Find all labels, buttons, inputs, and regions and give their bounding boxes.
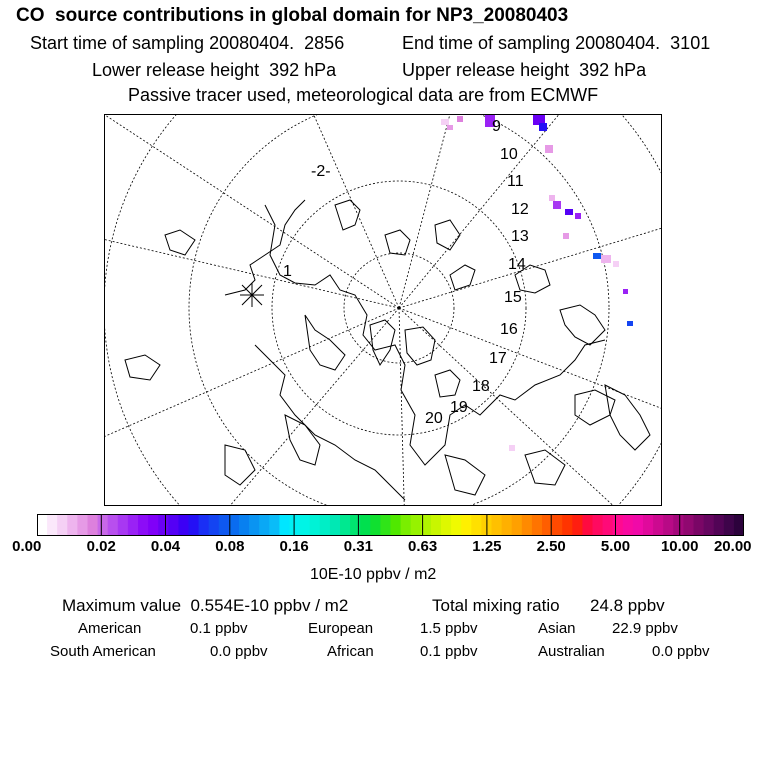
colorbar-tick-label: 0.16	[279, 538, 309, 555]
colorbar-cell	[582, 514, 593, 536]
trajectory-label: 20	[425, 410, 443, 427]
colorbar-cell	[189, 514, 200, 536]
colorbar-tick-label: 0.31	[343, 538, 373, 555]
colorbar-tick-label: 0.04	[150, 538, 181, 555]
african-label: African	[327, 643, 374, 660]
colorbar-cell	[734, 514, 744, 536]
colorbar-cell	[229, 514, 240, 536]
colorbar-tick-label: 0.00	[12, 538, 42, 555]
asian-label: Asian	[538, 620, 576, 637]
concentration-patches	[441, 115, 633, 451]
trajectory-label: 17	[489, 350, 507, 367]
colorbar-cell	[451, 514, 462, 536]
colorbar-tick-label: 20.00	[713, 538, 752, 555]
colorbar-cell	[502, 514, 512, 536]
colorbar-cell	[300, 514, 311, 536]
colorbar-cell	[98, 514, 109, 536]
south-american-label: South American	[50, 643, 156, 660]
colorbar-cell	[673, 514, 684, 536]
colorbar-cell	[552, 514, 563, 536]
colorbar-cell	[633, 514, 644, 536]
colorbar-cell	[47, 514, 58, 536]
colorbar-cell	[532, 514, 543, 536]
colorbar-tick-label: 5.00	[600, 538, 631, 555]
european-value: 1.5 ppbv	[420, 620, 478, 637]
american-label: American	[78, 620, 142, 637]
asian-value: 22.9 ppbv	[612, 620, 678, 637]
colorbar-cell	[391, 514, 402, 536]
colorbar-cell	[239, 514, 250, 536]
trajectory-label: 9	[492, 118, 501, 135]
colorbar-cell	[219, 514, 230, 536]
colorbar-cell	[279, 514, 290, 536]
trajectory-label: 16	[500, 321, 518, 338]
colorbar-cell	[714, 514, 725, 536]
south-american-value: 0.0 ppbv	[210, 643, 268, 660]
colorbar-cell	[249, 514, 260, 536]
trajectory-label: 15	[504, 289, 522, 306]
trajectory-label: 1	[283, 263, 292, 280]
end-time: End time of sampling 20080404. 3101	[402, 33, 711, 53]
colorbar-cell	[148, 514, 159, 536]
colorbar-cell	[88, 514, 99, 536]
colorbar-cell	[340, 514, 351, 536]
plot-title: CO source contributions in global domain for NP3_20080403	[16, 5, 569, 26]
european-label: European	[308, 620, 374, 637]
colorbar-units: 10E-10 ppbv / m2	[310, 566, 437, 583]
colorbar-cell	[704, 514, 715, 536]
lower-release-height: Lower release height 392 hPa	[92, 60, 337, 80]
colorbar-cell	[663, 514, 674, 536]
colorbar-tick-label: 0.02	[86, 538, 116, 555]
colorbar-cell	[593, 514, 604, 536]
release-marker	[240, 283, 264, 307]
colorbar-cell	[209, 514, 220, 536]
colorbar-cell	[441, 514, 452, 536]
trajectory-label: 13	[511, 228, 529, 245]
australian-label: Australian	[538, 643, 605, 660]
colorbar-cell	[694, 514, 705, 536]
colorbar	[37, 514, 744, 536]
colorbar-cell	[360, 514, 371, 536]
polar-map	[104, 114, 662, 506]
colorbar-tick-label: 0.08	[215, 538, 245, 555]
colorbar-tick-label: 10.00	[660, 538, 699, 555]
colorbar-cell	[108, 514, 119, 536]
colorbar-cell	[118, 514, 129, 536]
colorbar-cell	[178, 514, 189, 536]
trajectory-label: 10	[500, 146, 518, 163]
coastlines	[125, 200, 650, 500]
african-value: 0.1 ppbv	[420, 643, 478, 660]
colorbar-cell	[380, 514, 391, 536]
trajectory-labels	[283, 118, 529, 427]
colorbar-cell	[492, 514, 503, 536]
trajectory-label: 18	[472, 378, 490, 395]
trajectory-label: 14	[508, 256, 526, 273]
american-value: 0.1 ppbv	[190, 620, 248, 637]
colorbar-cell	[562, 514, 573, 536]
colorbar-cell	[603, 514, 614, 536]
trajectory-label: 19	[450, 399, 468, 416]
colorbar-cell	[77, 514, 88, 536]
colorbar-tick-label: 0.63	[408, 538, 438, 555]
total-mixing-value: 24.8 ppbv	[590, 596, 665, 615]
total-mixing-label: Total mixing ratio	[432, 596, 560, 615]
upper-release-height: Upper release height 392 hPa	[402, 60, 647, 80]
colorbar-cell	[138, 514, 149, 536]
trajectory-label: 11	[507, 173, 524, 190]
colorbar-cell	[350, 514, 361, 536]
colorbar-cell	[320, 514, 331, 536]
colorbar-cell	[67, 514, 78, 536]
colorbar-cell	[269, 514, 280, 536]
colorbar-cell	[370, 514, 381, 536]
trajectory-label: -2-	[311, 163, 331, 180]
trajectory-label: 12	[511, 201, 529, 218]
tracer-note: Passive tracer used, meteorological data are from ECMWF	[128, 85, 599, 105]
colorbar-cell	[643, 514, 654, 536]
colorbar-cell	[199, 514, 210, 536]
colorbar-cell	[653, 514, 664, 536]
colorbar-cell	[572, 514, 583, 536]
colorbar-cell	[310, 514, 321, 536]
colorbar-cell	[401, 514, 412, 536]
colorbar-cell	[683, 514, 694, 536]
colorbar-cell	[37, 514, 48, 536]
colorbar-cell	[471, 514, 482, 536]
colorbar-tick-label: 2.50	[536, 538, 566, 555]
colorbar-cell	[522, 514, 533, 536]
graticule	[105, 115, 661, 505]
colorbar-tick-label: 1.25	[472, 538, 502, 555]
colorbar-cell	[168, 514, 179, 536]
colorbar-cell	[290, 514, 301, 536]
colorbar-cell	[613, 514, 624, 536]
colorbar-cell	[128, 514, 138, 536]
colorbar-cell	[431, 514, 442, 536]
colorbar-cell	[259, 514, 270, 536]
colorbar-cell	[461, 514, 472, 536]
colorbar-cell	[724, 514, 735, 536]
map-canvas	[105, 115, 661, 505]
colorbar-cell	[57, 514, 67, 536]
max-value: Maximum value 0.554E-10 ppbv / m2	[62, 596, 349, 615]
colorbar-cell	[512, 514, 523, 536]
start-time: Start time of sampling 20080404. 2856	[30, 33, 345, 53]
australian-value: 0.0 ppbv	[652, 643, 710, 660]
colorbar-cell	[411, 514, 422, 536]
colorbar-cell	[330, 514, 341, 536]
colorbar-cell	[623, 514, 634, 536]
colorbar-cell	[158, 514, 169, 536]
